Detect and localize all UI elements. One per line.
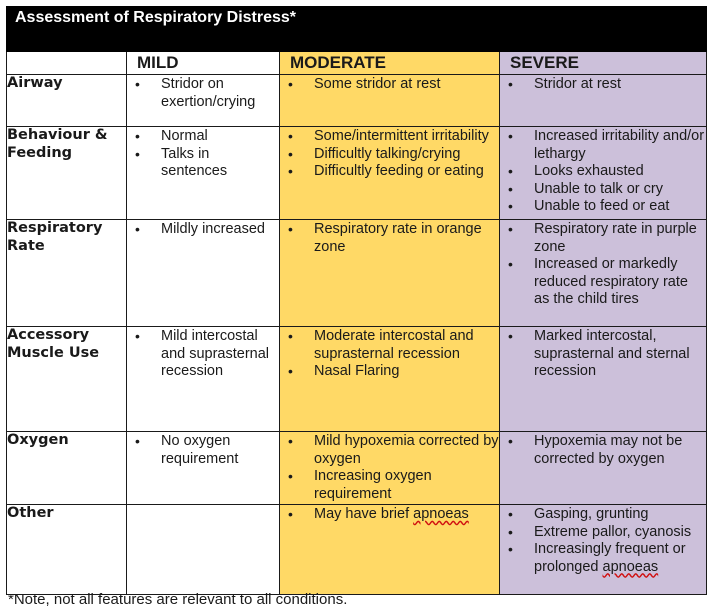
row-label: Oxygen [7, 432, 127, 505]
bullet-item: • May have brief apnoeas [280, 506, 499, 524]
cell-mild [127, 327, 280, 432]
table-title: Assessment of Respiratory Distress* [7, 7, 707, 52]
bullet-item: • Hypoxemia may not be corrected by oxygen [500, 433, 706, 468]
bullet-list [280, 432, 499, 503]
cell-moderate [280, 327, 500, 432]
footnote: *Note, not all features are relevant to all conditions. [8, 591, 348, 608]
cell-severe [500, 432, 707, 505]
table-row [7, 327, 707, 432]
bullet-item: • Talks in sentences [127, 146, 279, 181]
bullet-list [280, 75, 499, 94]
cell-mild [127, 432, 280, 505]
header-row [7, 52, 707, 75]
bullet-item: • Unable to feed or eat [500, 198, 706, 216]
bullet-list [500, 432, 706, 468]
bullet-item: • No oxygen requirement [127, 433, 279, 468]
cell-mild [127, 505, 280, 595]
assessment-table [6, 6, 707, 595]
header-moderate: MODERATE [280, 52, 500, 75]
bullet-list [500, 127, 706, 216]
bullet-list [280, 220, 499, 256]
corner-cell [7, 52, 127, 75]
cell-moderate [280, 505, 500, 595]
bullet-list [127, 75, 279, 111]
bullet-item: • Difficultly feeding or eating [280, 163, 499, 181]
bullet-list [500, 327, 706, 381]
table-row [7, 505, 707, 595]
cell-severe [500, 127, 707, 220]
bullet-item: • Normal [127, 128, 279, 146]
row-label: Respiratory Rate [7, 220, 127, 327]
table-row [7, 432, 707, 505]
bullet-list [280, 127, 499, 181]
bullet-item: • Gasping, grunting [500, 506, 706, 524]
cell-severe [500, 220, 707, 327]
bullet-list [127, 127, 279, 181]
bullet-item: • Difficultly talking/crying [280, 146, 499, 164]
bullet-item: • Some stridor at rest [280, 76, 499, 94]
bullet-item: • Mild intercostal and suprasternal recession [127, 328, 279, 381]
bullet-item: • Increased or markedly reduced respiratory rate as the child tires [500, 256, 706, 309]
cell-moderate [280, 127, 500, 220]
bullet-item: • Moderate intercostal and suprasternal recession [280, 328, 499, 363]
cell-moderate [280, 75, 500, 127]
bullet-list [500, 75, 706, 94]
row-label: Other [7, 505, 127, 595]
bullet-item: • Respiratory rate in purple zone [500, 221, 706, 256]
bullet-item: • Increasingly frequent or prolonged apnoeas [500, 541, 706, 576]
cell-mild [127, 127, 280, 220]
spellcheck-underline: apnoeas [602, 558, 659, 575]
table-row [7, 220, 707, 327]
bullet-item: • Looks exhausted [500, 163, 706, 181]
table-row [7, 75, 707, 127]
header-severe: SEVERE [500, 52, 707, 75]
bullet-item: • Stridor at rest [500, 76, 706, 94]
row-label: Accessory Muscle Use [7, 327, 127, 432]
bullet-item: • Mild hypoxemia corrected by oxygen [280, 433, 499, 468]
bullet-item: • Mildly increased [127, 221, 279, 239]
title-row [7, 7, 707, 52]
bullet-list [280, 327, 499, 381]
bullet-item: • Respiratory rate in orange zone [280, 221, 499, 256]
bullet-item: • Marked intercostal, suprasternal and sternal recession [500, 328, 706, 381]
bullet-item: • Some/intermittent irritability [280, 128, 499, 146]
bullet-list [127, 432, 279, 468]
cell-mild [127, 75, 280, 127]
row-label: Behaviour & Feeding [7, 127, 127, 220]
bullet-list [500, 220, 706, 309]
bullet-list [127, 327, 279, 381]
table-row [7, 127, 707, 220]
cell-mild [127, 220, 280, 327]
bullet-item: • Increasing oxygen requirement [280, 468, 499, 503]
cell-severe [500, 505, 707, 595]
bullet-item: • Increased irritability and/or lethargy [500, 128, 706, 163]
bullet-list [280, 505, 499, 524]
cell-moderate [280, 432, 500, 505]
spellcheck-underline: apnoeas [413, 506, 469, 522]
bullet-item: • Unable to talk or cry [500, 181, 706, 199]
row-label: Airway [7, 75, 127, 127]
cell-severe [500, 327, 707, 432]
cell-severe [500, 75, 707, 127]
bullet-item: • Nasal Flaring [280, 363, 499, 381]
bullet-list [500, 505, 706, 576]
header-mild: MILD [127, 52, 280, 75]
bullet-list [127, 505, 279, 506]
cell-moderate [280, 220, 500, 327]
bullet-list [127, 220, 279, 239]
bullet-item: • Extreme pallor, cyanosis [500, 524, 706, 542]
bullet-item: • Stridor on exertion/crying [127, 76, 279, 111]
